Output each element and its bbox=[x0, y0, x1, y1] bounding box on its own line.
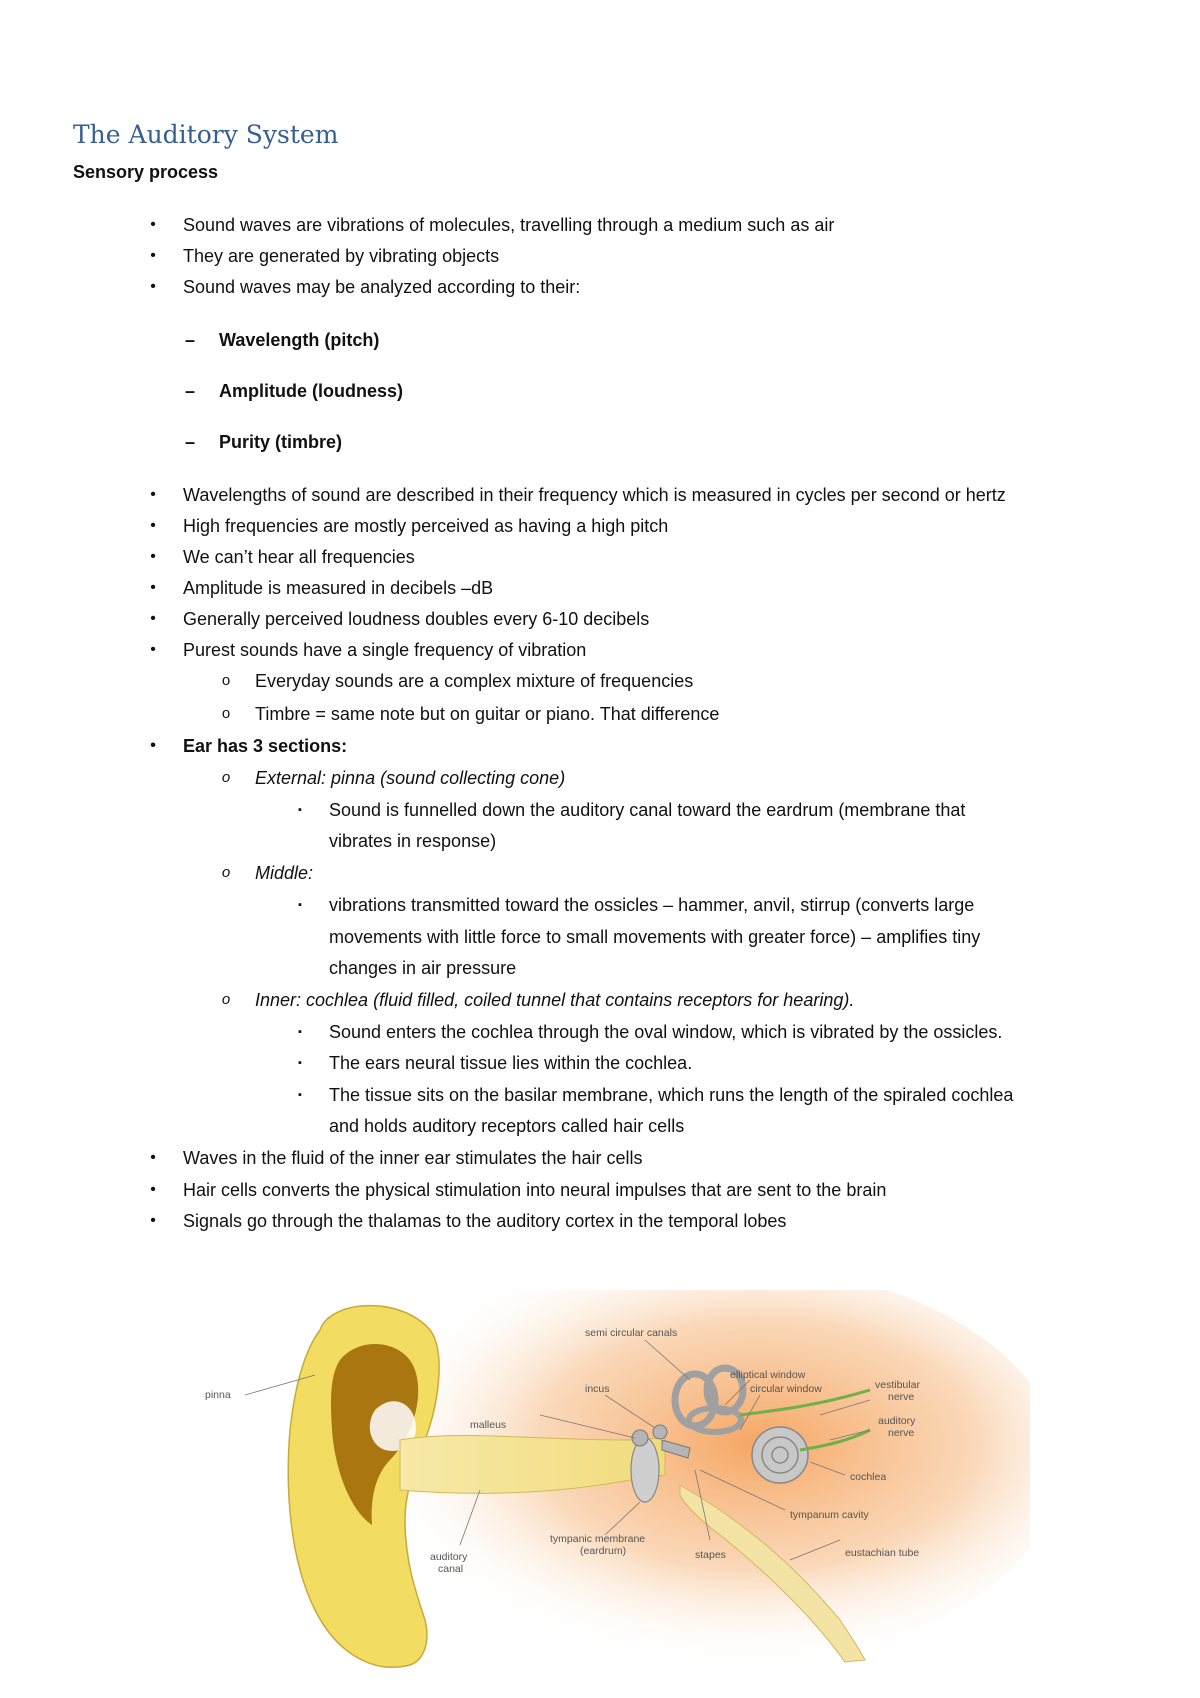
label-cochlea: cochlea bbox=[850, 1471, 887, 1483]
incus-shape bbox=[653, 1425, 667, 1439]
label-tympanic-membrane-2: (eardrum) bbox=[580, 1545, 627, 1557]
detail-item bbox=[298, 1020, 1003, 1044]
label-elliptical-window: elliptical window bbox=[730, 1369, 806, 1381]
circle-marker: o bbox=[221, 705, 231, 722]
detail-item-continued bbox=[329, 925, 980, 949]
list-item bbox=[150, 638, 587, 662]
detail-item-continued bbox=[329, 829, 496, 853]
square-marker: ▪ bbox=[298, 804, 302, 816]
circle-marker: o bbox=[221, 769, 231, 786]
label-auditory-nerve-2: nerve bbox=[888, 1427, 915, 1439]
label-stapes: stapes bbox=[695, 1549, 726, 1561]
detail-item-continued bbox=[329, 956, 516, 980]
sub-list-item-text: Everyday sounds are a complex mixture of frequencies bbox=[255, 671, 694, 691]
detail-item-text: movements with little force to small movements with greater force) – amplifies tiny bbox=[329, 927, 981, 947]
list-item bbox=[150, 576, 494, 600]
dash-marker: – bbox=[184, 432, 195, 452]
bullet-marker: • bbox=[150, 610, 156, 627]
bullet-marker: • bbox=[150, 247, 156, 264]
bullet-marker: • bbox=[150, 1149, 156, 1166]
detail-item-text: Sound enters the cochlea through the oval window, which is vibrated by the ossicles. bbox=[329, 1022, 1003, 1042]
list-item-text: They are generated by vibrating objects bbox=[183, 246, 500, 266]
label-auditory-canal-1: auditory bbox=[430, 1551, 468, 1563]
label-malleus: malleus bbox=[470, 1419, 507, 1431]
list-item-text: Wavelengths of sound are described in their frequency which is measured in cycles per second or hertz bbox=[183, 485, 1006, 505]
list-item-text: We can’t hear all frequencies bbox=[183, 547, 415, 567]
square-marker: ▪ bbox=[298, 899, 302, 911]
detail-item bbox=[298, 1051, 693, 1075]
circle-marker: o bbox=[221, 991, 231, 1008]
list-item-text: Sound waves may be analyzed according to their: bbox=[183, 277, 581, 297]
dash-item bbox=[184, 379, 403, 403]
ear-section-title: Middle: bbox=[255, 863, 314, 883]
square-marker: ▪ bbox=[298, 1089, 302, 1101]
label-incus: incus bbox=[585, 1383, 610, 1395]
list-item bbox=[150, 483, 1006, 507]
list-item-text: Hair cells converts the physical stimulation into neural impulses that are sent to the brain bbox=[183, 1180, 887, 1200]
detail-item-text: changes in air pressure bbox=[329, 958, 517, 978]
bullet-marker: • bbox=[150, 641, 156, 658]
ear-section-inner bbox=[221, 988, 855, 1012]
list-item bbox=[150, 1209, 787, 1233]
bullet-marker: • bbox=[150, 517, 156, 534]
ear-section-middle bbox=[221, 861, 314, 885]
label-tympanic-membrane-1: tympanic membrane bbox=[550, 1533, 646, 1545]
list-item bbox=[150, 244, 500, 268]
dash-item-text: Amplitude (loudness) bbox=[219, 381, 403, 401]
detail-item-text: The ears neural tissue lies within the cochlea. bbox=[329, 1053, 693, 1073]
detail-item-text: vibrations transmitted toward the ossicles – hammer, anvil, stirrup (converts large bbox=[329, 895, 975, 915]
list-item bbox=[150, 213, 835, 237]
bullet-marker: • bbox=[150, 1181, 156, 1198]
sub-list-item bbox=[221, 702, 720, 726]
label-vestibular-nerve-2: nerve bbox=[888, 1391, 915, 1403]
list-item bbox=[150, 607, 650, 631]
square-marker: ▪ bbox=[298, 1057, 302, 1069]
ear-diagram-svg bbox=[200, 1290, 1030, 1675]
cochlea-shape bbox=[752, 1427, 808, 1483]
list-item bbox=[150, 275, 581, 299]
list-item bbox=[150, 1178, 887, 1202]
square-marker: ▪ bbox=[298, 1026, 302, 1038]
circle-marker: o bbox=[221, 672, 231, 689]
detail-item bbox=[298, 798, 966, 822]
list-item bbox=[150, 1146, 643, 1170]
label-auditory-canal-2: canal bbox=[438, 1563, 464, 1575]
list-item-ear-sections bbox=[150, 734, 348, 758]
ear-section-title: Inner: cochlea (fluid filled, coiled tunnel that contains receptors for hearing). bbox=[255, 990, 855, 1010]
list-item-text: Purest sounds have a single frequency of vibration bbox=[183, 640, 587, 660]
bullet-marker: • bbox=[150, 216, 156, 233]
bullet-marker: • bbox=[150, 278, 156, 295]
dash-item-text: Purity (timbre) bbox=[219, 432, 343, 452]
list-item bbox=[150, 514, 669, 538]
label-vestibular-nerve-1: vestibular bbox=[875, 1379, 920, 1391]
list-item-text: Signals go through the thalamas to the auditory cortex in the temporal lobes bbox=[183, 1211, 787, 1231]
detail-item-text: and holds auditory receptors called hair cells bbox=[329, 1116, 685, 1136]
detail-item-text: vibrates in response) bbox=[329, 831, 497, 851]
label-semi-circular-canals: semi circular canals bbox=[585, 1327, 678, 1339]
label-pinna: pinna bbox=[205, 1389, 231, 1401]
label-circular-window: circular window bbox=[750, 1383, 822, 1395]
label-auditory-nerve-1: auditory bbox=[878, 1415, 916, 1427]
ear-anatomy-diagram bbox=[200, 1290, 1030, 1675]
eardrum-shape bbox=[631, 1438, 659, 1502]
list-item-text: Sound waves are vibrations of molecules, travelling through a medium such as air bbox=[183, 215, 835, 235]
page-title: The Auditory System bbox=[73, 120, 339, 149]
dash-marker: – bbox=[184, 381, 195, 401]
detail-item bbox=[298, 1083, 1014, 1107]
bullet-marker: • bbox=[150, 486, 156, 503]
list-item-text: Ear has 3 sections: bbox=[183, 736, 348, 756]
detail-item-text: Sound is funnelled down the auditory canal toward the eardrum (membrane that bbox=[329, 800, 966, 820]
sub-list-item bbox=[221, 669, 694, 693]
bullet-marker: • bbox=[150, 1212, 156, 1229]
bullet-marker: • bbox=[150, 579, 156, 596]
sub-list-item-text: Timbre = same note but on guitar or piano. That difference bbox=[255, 704, 720, 724]
list-item-text: Waves in the fluid of the inner ear stimulates the hair cells bbox=[183, 1148, 643, 1168]
list-item-text: Generally perceived loudness doubles every 6-10 decibels bbox=[183, 609, 650, 629]
dash-item bbox=[184, 328, 380, 352]
list-item bbox=[150, 545, 415, 569]
detail-item-continued bbox=[329, 1114, 684, 1138]
ear-section-external bbox=[221, 766, 566, 790]
bullet-marker: • bbox=[150, 737, 156, 754]
list-item-text: High frequencies are mostly perceived as having a high pitch bbox=[183, 516, 669, 536]
section-subtitle: Sensory process bbox=[73, 162, 219, 182]
label-tympanum-cavity: tympanum cavity bbox=[790, 1509, 869, 1521]
detail-item bbox=[298, 893, 975, 917]
list-item-text: Amplitude is measured in decibels –dB bbox=[183, 578, 494, 598]
dash-item bbox=[184, 430, 343, 454]
detail-item-text: The tissue sits on the basilar membrane, which runs the length of the spiraled cochlea bbox=[329, 1085, 1014, 1105]
ear-section-title: External: pinna (sound collecting cone) bbox=[255, 768, 566, 788]
circle-marker: o bbox=[221, 864, 231, 881]
dash-marker: – bbox=[184, 330, 195, 350]
dash-item-text: Wavelength (pitch) bbox=[219, 330, 380, 350]
label-eustachian-tube: eustachian tube bbox=[845, 1547, 920, 1559]
bullet-marker: • bbox=[150, 548, 156, 565]
